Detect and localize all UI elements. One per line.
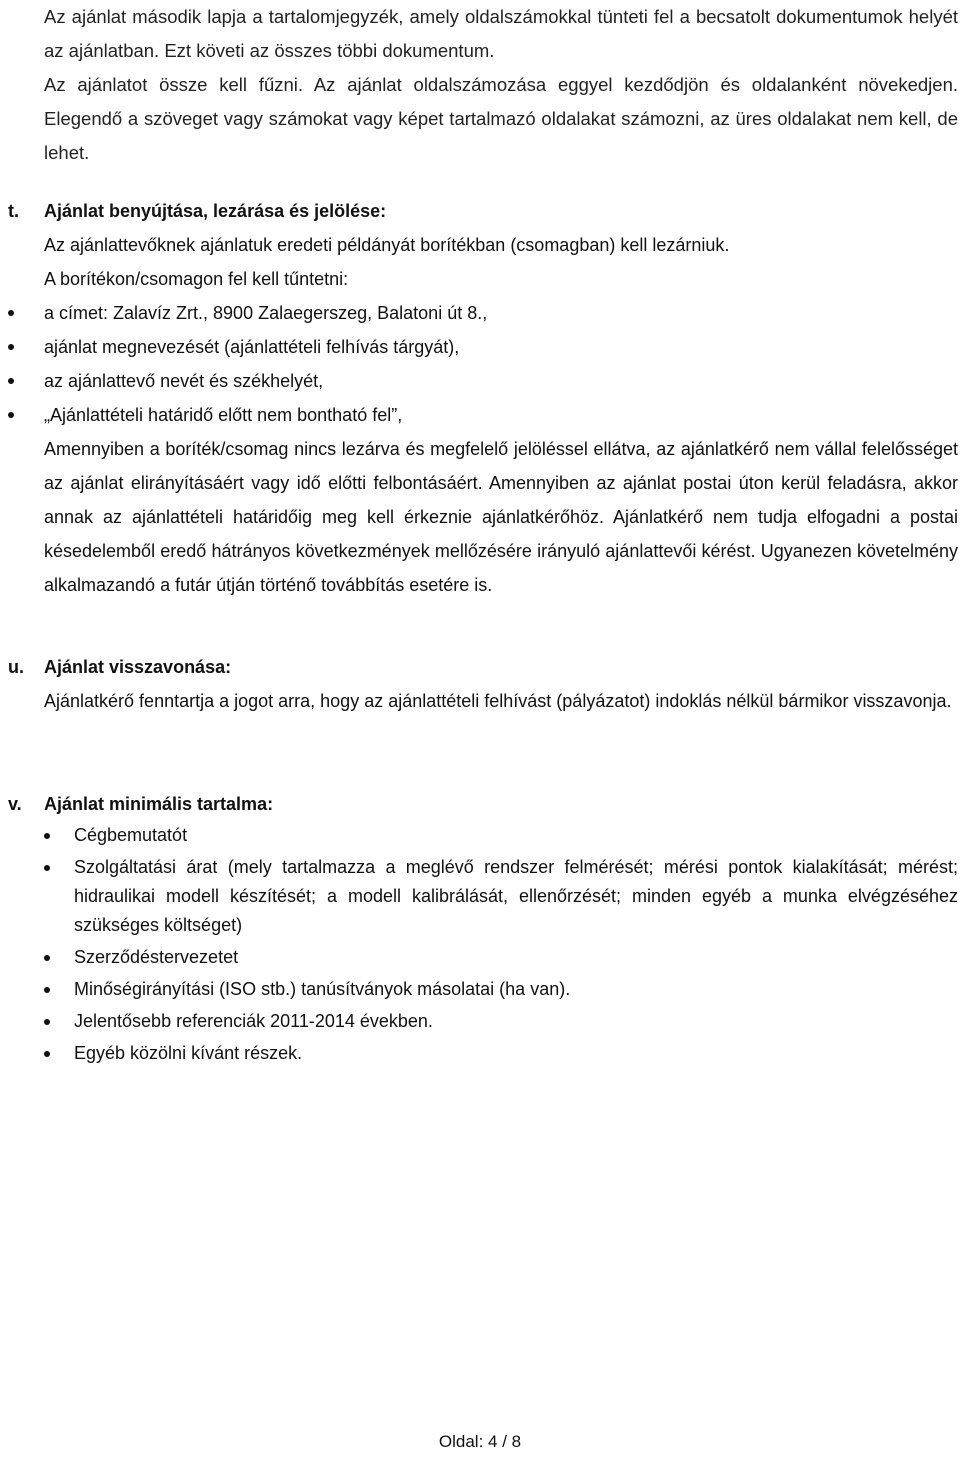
- list-item: Jelentősebb referenciák 2011-2014 években.: [44, 1007, 958, 1036]
- list-item: Cégbemutatót: [44, 821, 958, 850]
- intro-paragraph-1: Az ajánlat második lapja a tartalomjegyzék, amely oldalszámokkal tünteti fel a becsatolt dokumentumok helyét az ajánlatban. Ezt követi az összes többi dokumentum.: [44, 6, 958, 61]
- list-item: Szerződéstervezetet: [44, 943, 958, 972]
- section-t-paragraph-1: Az ajánlattevőknek ajánlatuk eredeti példányát borítékban (csomagban) kell lezárniuk.: [44, 235, 730, 255]
- bullet-icon: [44, 987, 50, 993]
- section-t-paragraph-3: Amennyiben a boríték/csomag nincs lezárva és megfelelő jelöléssel ellátva, az ajánlatkérő nem vállal felelősséget az ajánlat elirányításáért vagy idő előtti felbontásáért. Amennyiben az ajánlat postai úton kerül feladásra, akkor annak az ajánlattételi határidőig meg kell érkeznie ajánlatkérőhöz. Ajánlatkérő nem tudja elfogadni a postai késedelemből eredő hátrányos következmények mellőzésére irányuló ajánlattevői kérést. Ugyanezen követelmény alkalmazandó a futár útján történő továbbítás esetére is.: [44, 439, 958, 595]
- section-v-heading: [8, 787, 958, 821]
- section-u-title: Ajánlat visszavonása:: [44, 657, 232, 677]
- section-u-paragraph-1: Ajánlatkérő fenntartja a jogot arra, hogy az ajánlattételi felhívást (pályázatot) indoklás nélkül bármikor visszavonja.: [44, 691, 952, 711]
- bullet-icon: [8, 412, 14, 418]
- section-t-paragraph-2: A borítékon/csomagon fel kell tűntetni:: [44, 269, 349, 289]
- list-item: ajánlat megnevezését (ajánlattételi felhívás tárgyát),: [44, 330, 958, 364]
- list-item: az ajánlattevő nevét és székhelyét,: [44, 364, 958, 398]
- list-item: Minőségirányítási (ISO stb.) tanúsítványok másolatai (ha van).: [44, 975, 958, 1004]
- section-t-heading: [8, 194, 958, 228]
- section-t-letter: t.: [8, 201, 19, 221]
- section-v-bullet-list: [44, 821, 958, 1068]
- section-v: [8, 787, 958, 1071]
- section-u-letter: u.: [8, 657, 24, 677]
- bullet-icon: [44, 833, 50, 839]
- section-v-letter: v.: [8, 794, 22, 814]
- bullet-icon: [8, 310, 14, 316]
- intro-paragraph-2: Az ajánlatot össze kell fűzni. Az ajánlat oldalszámozása eggyel kezdődjön és oldalanként növekedjen. Elegendő a szöveget vagy számokat vagy képet tartalmazó oldalakat számozni, az üres oldalakat nem kell, de lehet.: [44, 74, 958, 163]
- bullet-icon: [8, 378, 14, 384]
- section-t: [8, 194, 958, 602]
- bullet-icon: [44, 865, 50, 871]
- section-u-heading: [8, 650, 958, 684]
- section-t-bullet-list: [44, 296, 958, 432]
- bullet-icon: [44, 955, 50, 961]
- list-item: a címet: Zalavíz Zrt., 8900 Zalaegerszeg, Balatoni út 8.,: [44, 296, 958, 330]
- intro-text: [44, 0, 958, 170]
- section-u: [8, 650, 958, 718]
- list-item: „Ajánlattételi határidő előtt nem bontható fel”,: [44, 398, 958, 432]
- page-number-footer: Oldal: 4 / 8: [438, 1432, 522, 1451]
- bullet-icon: [44, 1051, 50, 1057]
- section-v-title: Ajánlat minimális tartalma:: [44, 794, 274, 814]
- bullet-icon: [8, 344, 14, 350]
- bullet-icon: [44, 1019, 50, 1025]
- section-t-title: Ajánlat benyújtása, lezárása és jelölése:: [44, 201, 387, 221]
- list-item: Egyéb közölni kívánt részek.: [44, 1039, 958, 1068]
- list-item: Szolgáltatási árat (mely tartalmazza a meglévő rendszer felmérését; mérési pontok kialakítását; mérést; hidraulikai modell készítését; a modell kalibrálását, ellenőrzését; minden egyéb a munka elvégzéséhez szükséges költséget): [44, 853, 958, 940]
